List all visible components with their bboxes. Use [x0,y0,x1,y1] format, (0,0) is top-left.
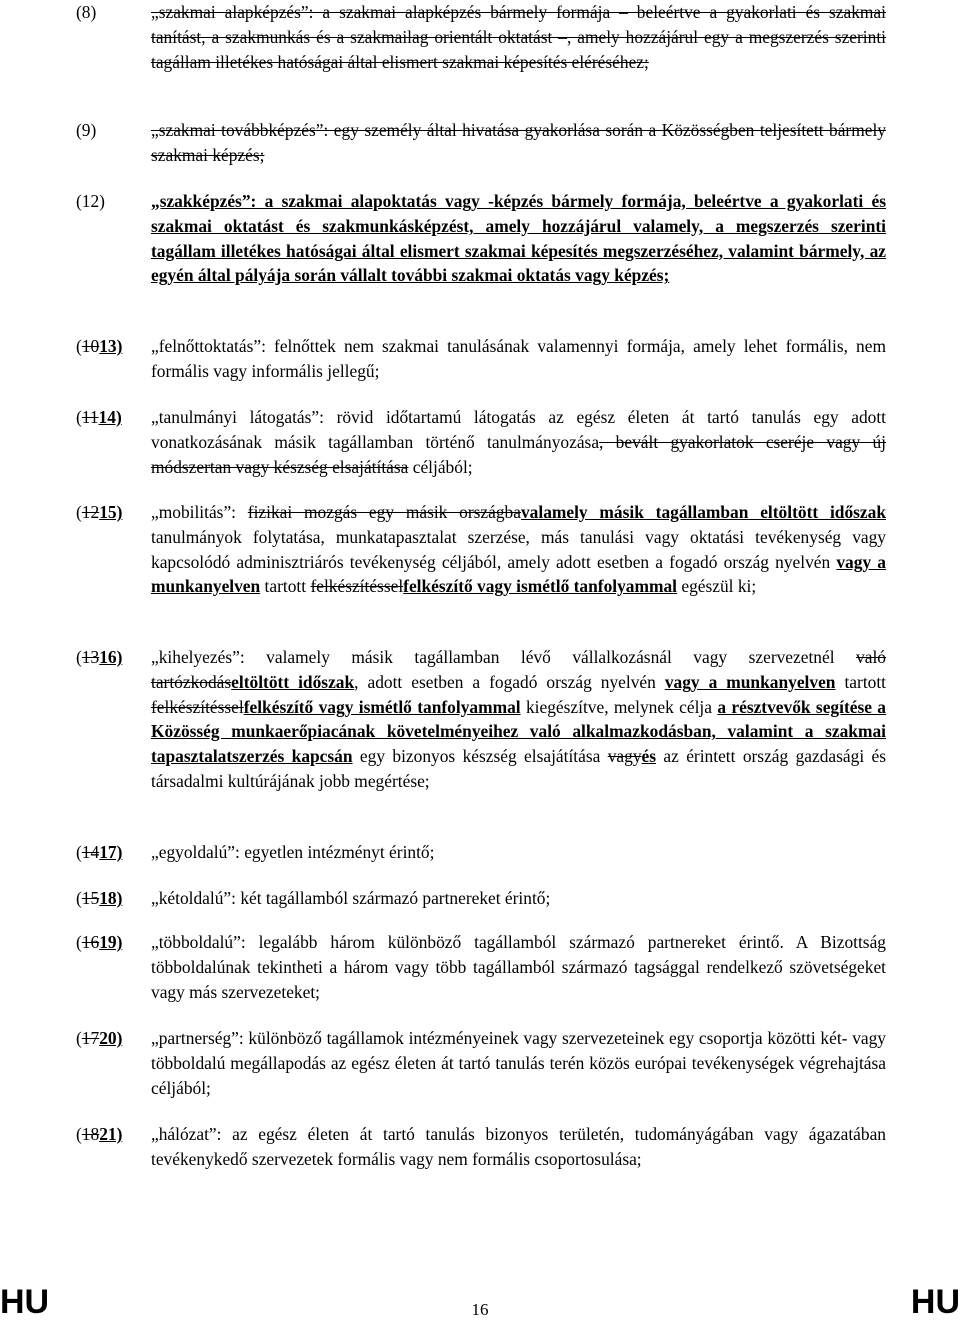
text-run: (9) [76,120,97,140]
definition-item-17 [76,840,886,865]
deleted-text: „szakmai alapképzés”: a szakmai alapképzés bármely formája – beleértve a gyakorlati és szakmai tanítást, a szakmunkás és a szakmailag orientált oktatást –, amely hozzájárul egy a megszerzés szerinti tagállam illetékes hatóságai által elismert szakmai képesítés eléréséhez; [151,2,886,72]
text-run: ( [76,407,82,427]
text-run: az érintett ország gazdasági és társadalmi kultúrájának jobb megértése; [151,746,887,791]
text-run: „partnerség”: különböző tagállamok intézményeinek vagy szervezeteinek egy csoportja közötti két- vagy többoldalú megállapodás az egész életen át tartó tanulás terén közös európai tevékenységek végrehajtása céljából; [151,1028,886,1098]
text-run: „felnőttoktatás”: felnőttek nem szakmai tanulásának valamennyi formája, amely lehet formális, nem formális vagy informális jellegű; [151,336,886,381]
text-run: tartott [835,671,887,692]
item-number [76,1026,152,1051]
text-run: egy bizonyos készség elsajátítása [352,746,608,767]
inserted-text: 16) [99,647,123,667]
text-run: ( [76,1028,82,1048]
item-number [76,334,152,359]
inserted-text: vagy a munkanyelven [151,551,886,597]
item-text [151,118,886,168]
text-run: , adott esetben a fogadó ország nyelvén [354,671,665,692]
text-run: „egyoldalú”: egyetlen intézményt érintő; [151,842,435,862]
inserted-text: felkészítő vagy ismétlő tanfolyammal [243,696,521,717]
definition-item-16 [76,645,886,794]
item-number [76,500,152,525]
item-text [151,405,886,479]
deleted-text: 10 [81,336,100,356]
text-run: „kihelyezés”: valamely másik tagállamban lévő vállalkozásnál vagy szervezetnél [151,647,857,667]
footer-language-code-left: HU [0,1283,50,1321]
item-text [151,189,886,288]
text-run: tanulmányok folytatása, munkatapasztalat szerzése, más tanulási vagy oktatási tevékenység vagy kapcsolódó adminisztriárós tevékenység céljából, amely adott esetben a fogadó ország nyelvén [151,526,886,572]
item-number [76,118,152,143]
item-number [76,189,152,214]
inserted-text: valamely másik tagállamban eltöltött időszak [520,502,886,522]
inserted-text: „szakképzés”: a szakmai alapoktatás vagy -képzés bármely formája, beleértve a gyakorlati és szakmai oktatást és szakmunkásképzést, amely hozzájárul valamely, a megszerzés szerinti tagállam illetékes hatóságai által elismert szakmai képesítés megszerzéséhez, valamint bármely, az egyén által pályája során vállalt további szakmai oktatás vagy képzés; [151,191,886,286]
item-text [151,500,886,599]
text-run: ( [76,647,82,667]
item-number [76,1122,152,1147]
deleted-text: felkészítéssel [310,576,404,597]
text-run: egészül ki; [677,576,757,597]
item-text [151,1026,886,1100]
text-run: (8) [76,2,97,22]
item-text [151,886,886,911]
text-run: ( [76,842,82,862]
text-run: „hálózat”: az egész életen át tartó tanulás bizonyos területén, tudományágában vagy ágazatában tevékenykedő szervezetek formális vagy nem formális csoportosulása; [151,1124,886,1169]
text-run: „kétoldalú”: két tagállamból származó partnereket érintő; [151,888,551,908]
text-run: (12) [76,191,105,211]
item-number [76,0,152,25]
text-run: ( [76,932,82,952]
deleted-text: 17 [81,1028,100,1048]
item-number [76,645,152,670]
item-text [151,0,886,74]
item-text [151,930,886,1004]
inserted-text: 14) [98,407,122,427]
inserted-text: a résztvevők segítése a Közösség munkaerőpiacának követelményeihez való alkalmazkodásban, valamint a szakmai tapasztalatszerzés kapcsán [151,696,886,767]
inserted-text: és [641,746,657,767]
deleted-text: 13 [81,647,100,667]
deleted-text: 16 [81,932,100,952]
definition-item-12 [76,189,886,288]
definition-item-18 [76,886,886,911]
item-number [76,840,152,865]
deleted-text: való tartózkodás [151,647,886,692]
definition-item-21 [76,1122,886,1172]
deleted-text: 11 [81,407,99,427]
definition-item-20 [76,1026,886,1100]
item-text [151,840,886,865]
inserted-text: 20) [99,1028,123,1048]
footer-language-code-right: HU [910,1283,960,1321]
deleted-text: fizikai mozgás egy másik országba [247,502,521,522]
inserted-text: felkészítő vagy ismétlő tanfolyammal [403,576,678,597]
deleted-text: 12 [81,502,100,522]
definition-item-15 [76,500,886,599]
text-run: céljából; [408,456,473,477]
deleted-text: 15 [81,888,100,908]
deleted-text: , bevált gyakorlatok cseréje vagy új módszertan vagy készség elsajátítása [151,431,886,477]
inserted-text: 13) [99,336,123,356]
text-run: „mobilitás”: [151,502,248,522]
definition-item-8 [76,0,886,74]
inserted-text: 18) [99,888,123,908]
item-number [76,405,152,430]
definition-item-19 [76,930,886,1004]
text-run: tartott [260,576,311,597]
page-number: 16 [471,1300,489,1319]
inserted-text: eltöltött időszak [231,671,355,692]
text-run: ( [76,1124,82,1144]
item-text [151,1122,886,1172]
text-run: ( [76,888,82,908]
text-run: „többoldalú”: legalább három különböző tagállamból származó partnereket érintő. A Bizottság többoldalúnak tekintheti a három vagy több tagállamból származó tagsággal rendelkező szövetségeket vagy más szervezeteket; [151,932,886,1002]
definition-item-13 [76,334,886,384]
definition-item-9 [76,118,886,168]
deleted-text: vagy [607,746,642,767]
inserted-text: 15) [99,502,123,522]
item-text [151,645,886,794]
deleted-text: felkészítéssel [151,696,244,717]
text-run: „tanulmányi látogatás”: rövid időtartamú látogatás az egész életen át tartó tanulás egy adott vonatkozásának másik tagállamban történő tanulmányozása [151,407,886,452]
item-text [151,334,886,384]
definition-item-14 [76,405,886,479]
text-run: ( [76,502,82,522]
inserted-text: 17) [99,842,123,862]
inserted-text: 21) [99,1124,123,1144]
inserted-text: 19) [99,932,123,952]
item-number [76,930,152,955]
inserted-text: vagy a munkanyelven [664,671,836,692]
deleted-text: 14 [81,842,100,862]
item-number [76,886,152,911]
text-run: ( [76,336,82,356]
deleted-text: „szakmai továbbképzés”: egy személy által hivatása gyakorlása során a Közösségben teljesített bármely szakmai képzés; [151,120,886,165]
text-run: kiegészítve, melynek célja [520,696,718,717]
deleted-text: 18 [81,1124,100,1144]
